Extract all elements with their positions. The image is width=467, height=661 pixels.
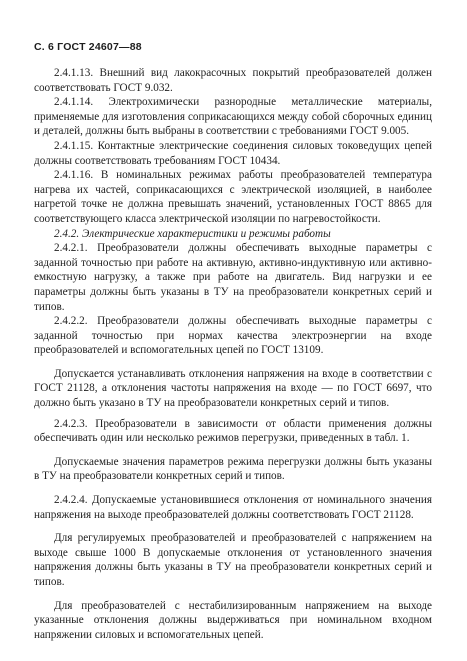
- document-body: [34, 66, 432, 642]
- page-header: С. 6 ГОСТ 24607—88: [34, 41, 142, 53]
- paragraph-regulated-converters: Для регулируемых преобразователей и преобразователей с напряжением на выходе свыше 1000 В допускаемые отклонения от установленного значения напряжения должны быть указаны в ТУ на преобразователи конкретных серий и типов.: [34, 532, 432, 588]
- paragraph-2-4-2-2: 2.4.2.2. Преобразователи должны обеспечивать выходные параметры с заданной точностью при нормах качества электроэнергии на входе преобразователей и вспомогательных цепей по ГОСТ 13109.: [34, 315, 432, 357]
- paragraph-overload-values: Допускаемые значения параметров режима перегрузки должны быть указаны в ТУ на преобразователи конкретных серий и типов.: [34, 455, 432, 483]
- paragraph-voltage-deviation: Допускается устанавливать отклонения напряжения на входе в соответствии с ГОСТ 21128, а отклонения частоты напряжения на входе — по ГОСТ 6697, что должно быть указано в ТУ на преобразователи конкретных серий и типов.: [34, 367, 432, 410]
- paragraph-2-4-2-1: 2.4.2.1. Преобразователи должны обеспечивать выходные параметры с заданной точностью при работе на активную, активно-индуктивную или активно-емкостную нагрузку, а также при работе на двигатель. Вид нагрузки и ее параметры должны быть указаны в ТУ на преобразователи конкретных серий и типов.: [34, 242, 432, 313]
- paragraph-2-4-1-13: 2.4.1.13. Внешний вид лакокрасочных покрытий преобразователей должен соответствовать ГОСТ 9.032.: [34, 67, 432, 94]
- paragraph-2-4-1-16: 2.4.1.16. В номинальных режимах работы преобразователей температура нагрева их частей, соприкасающихся с электрической изоляцией, в наиболее нагретой точке не должна превышать значений, установленных ГОСТ 8865 для соответствующего класса электрической изоляции по нагревостойкости.: [34, 169, 432, 225]
- paragraph-2-4-2-3: 2.4.2.3. Преобразователи в зависимости от области применения должны обеспечивать один или несколько режимов перегрузки, приведенных в табл. 1.: [34, 417, 432, 445]
- section-heading-2-4-2: 2.4.2. Электрические характеристики и режимы работы: [54, 227, 331, 240]
- paragraph-2-4-1-15: 2.4.1.15. Контактные электрические соединения силовых токоведущих цепей должны соответствовать требованиям ГОСТ 10434.: [34, 139, 432, 167]
- paragraph-unstabilized-converters: Для преобразователей с нестабилизированным напряжением на выходе указанные отклонения должны выдерживаться при номинальном входном напряжении силовых и вспомогательных цепей.: [34, 599, 432, 641]
- paragraph-2-4-1-14: 2.4.1.14. Электрохимически разнородные металлические материалы, применяемые для изготовления соприкасающихся между собой сборочных единиц и деталей, должны быть выбраны в соответствии с требованиями ГОСТ 9.005.: [34, 96, 432, 138]
- paragraph-2-4-2-4: 2.4.2.4. Допускаемые установившиеся отклонения от номинального значения напряжения на выходе преобразователей должны соответствовать ГОСТ 21128.: [34, 494, 432, 521]
